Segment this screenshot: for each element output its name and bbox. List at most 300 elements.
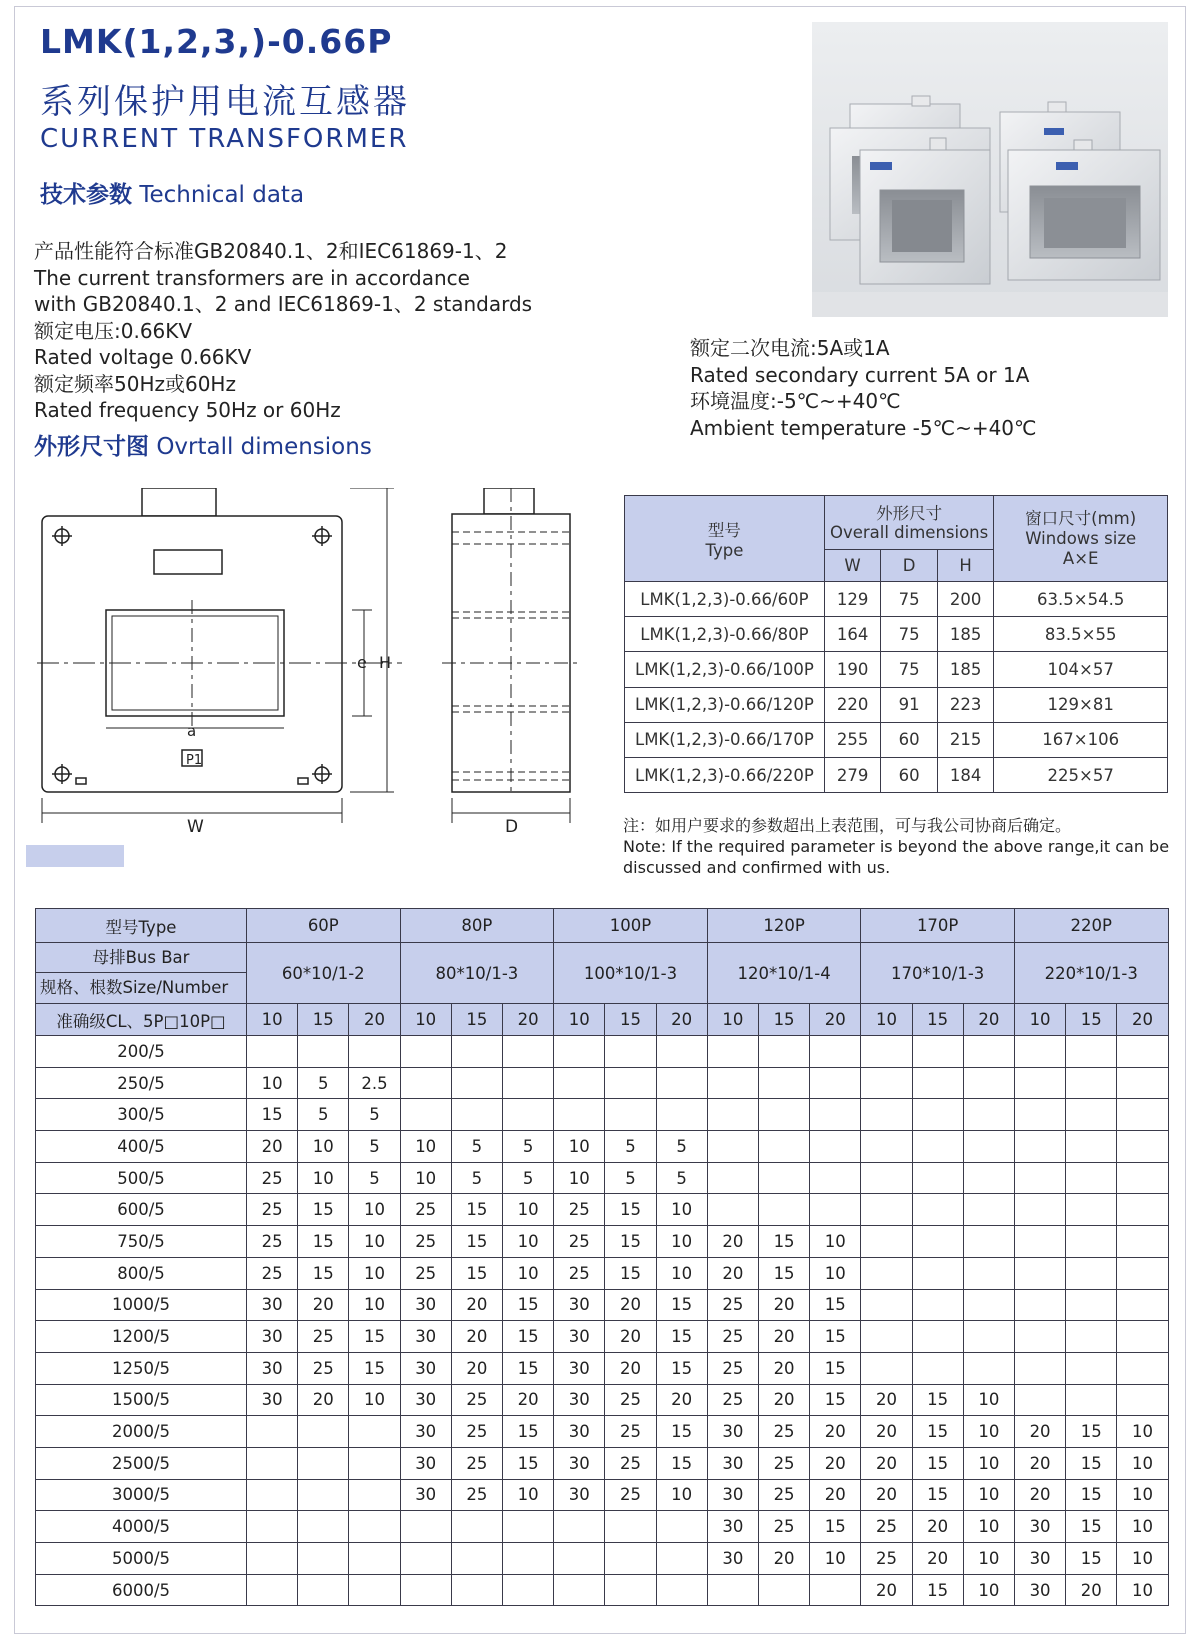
perf-value-cell: 15 xyxy=(247,1099,298,1131)
label-p1: P1 xyxy=(186,753,203,768)
perf-value-cell xyxy=(1117,1036,1168,1068)
perf-value-cell: 10 xyxy=(810,1257,861,1289)
perf-value-cell: 30 xyxy=(707,1479,758,1511)
perf-value-cell xyxy=(707,1036,758,1068)
perf-value-cell xyxy=(1066,1226,1117,1258)
perf-value-cell: 10 xyxy=(349,1257,400,1289)
perf-value-cell: 10 xyxy=(502,1194,553,1226)
perf-value-cell xyxy=(861,1162,912,1194)
perf-table-row xyxy=(36,1226,1169,1258)
perf-value-cell: 30 xyxy=(707,1511,758,1543)
perf-value-cell: 15 xyxy=(656,1352,707,1384)
perf-ratio-cell: 1000/5 xyxy=(36,1289,247,1321)
perf-value-cell: 5 xyxy=(605,1162,656,1194)
perf-ratio-cell: 300/5 xyxy=(36,1099,247,1131)
dims-table-cell: LMK(1,2,3)-0.66/220P xyxy=(625,757,825,792)
perf-value-cell xyxy=(963,1194,1014,1226)
perf-value-cell: 15 xyxy=(912,1447,963,1479)
perf-value-cell: 10 xyxy=(810,1226,861,1258)
perf-value-cell xyxy=(707,1194,758,1226)
perf-value-cell xyxy=(963,1067,1014,1099)
perf-value-cell xyxy=(247,1479,298,1511)
dims-table-cell: 164 xyxy=(824,617,881,652)
perf-value-cell: 25 xyxy=(758,1416,809,1448)
perf-value-cell xyxy=(707,1574,758,1606)
perf-header-type: 型号Type xyxy=(36,909,247,943)
perf-value-cell: 10 xyxy=(502,1226,553,1258)
perf-value-cell xyxy=(1014,1036,1065,1068)
perf-value-cell xyxy=(451,1511,502,1543)
perf-value-cell xyxy=(502,1543,553,1575)
perf-value-cell: 15 xyxy=(656,1447,707,1479)
dimensions-table xyxy=(624,495,1168,793)
perf-busbar-spec: 170*10/1-3 xyxy=(861,943,1015,1004)
perf-header-model: 170P xyxy=(861,909,1015,943)
perf-value-cell: 10 xyxy=(554,1131,605,1163)
perf-value-cell: 30 xyxy=(400,1384,451,1416)
perf-value-cell: 30 xyxy=(707,1416,758,1448)
perf-value-cell xyxy=(861,1194,912,1226)
dims-table-cell: 185 xyxy=(937,617,994,652)
perf-value-cell: 25 xyxy=(554,1194,605,1226)
specs-right xyxy=(690,335,1037,441)
perf-value-cell: 5 xyxy=(349,1162,400,1194)
perf-value-cell: 15 xyxy=(1066,1511,1117,1543)
dims-table-row xyxy=(625,757,1168,792)
perf-value-cell xyxy=(298,1543,349,1575)
perf-value-cell: 30 xyxy=(554,1321,605,1353)
perf-ratio-cell: 4000/5 xyxy=(36,1511,247,1543)
perf-value-cell: 5 xyxy=(298,1067,349,1099)
perf-ratio-cell: 250/5 xyxy=(36,1067,247,1099)
perf-value-cell xyxy=(1014,1289,1065,1321)
perf-value-cell xyxy=(554,1511,605,1543)
perf-value-cell xyxy=(1066,1131,1117,1163)
perf-value-cell: 2.5 xyxy=(349,1067,400,1099)
perf-value-cell: 30 xyxy=(554,1447,605,1479)
perf-value-cell xyxy=(1066,1036,1117,1068)
perf-value-cell: 20 xyxy=(758,1321,809,1353)
tech-data-heading-cn: 技术参数 xyxy=(40,182,132,208)
decorative-bar xyxy=(26,845,124,867)
perf-ratio-cell: 3000/5 xyxy=(36,1479,247,1511)
perf-ratio-cell: 6000/5 xyxy=(36,1574,247,1606)
perf-table-row xyxy=(36,1036,1169,1068)
perf-value-cell: 10 xyxy=(963,1416,1014,1448)
dims-header-type-cn: 型号 xyxy=(707,521,741,540)
perf-value-cell: 20 xyxy=(451,1352,502,1384)
perf-value-cell: 25 xyxy=(707,1289,758,1321)
perf-value-cell xyxy=(656,1099,707,1131)
perf-ratio-cell: 1500/5 xyxy=(36,1384,247,1416)
perf-busbar-spec: 60*10/1-2 xyxy=(247,943,401,1004)
perf-value-cell: 20 xyxy=(861,1574,912,1606)
perf-value-cell xyxy=(1066,1194,1117,1226)
perf-table-row xyxy=(36,1289,1169,1321)
perf-value-cell: 15 xyxy=(810,1511,861,1543)
perf-value-cell: 15 xyxy=(912,1479,963,1511)
perf-value-cell: 10 xyxy=(502,1257,553,1289)
perf-value-cell: 30 xyxy=(554,1289,605,1321)
perf-value-cell: 20 xyxy=(298,1289,349,1321)
dims-header-h: H xyxy=(937,550,994,582)
perf-value-cell xyxy=(810,1099,861,1131)
dims-header-window-en: Windows size xyxy=(1025,528,1137,548)
perf-class-header: 15 xyxy=(605,1004,656,1036)
perf-value-cell xyxy=(1117,1131,1168,1163)
perf-ratio-cell: 5000/5 xyxy=(36,1543,247,1575)
perf-value-cell: 25 xyxy=(554,1226,605,1258)
performance-table xyxy=(35,908,1169,1606)
perf-value-cell: 15 xyxy=(810,1289,861,1321)
perf-table-row xyxy=(36,1131,1169,1163)
label-a: a xyxy=(187,722,197,740)
perf-value-cell xyxy=(349,1036,400,1068)
perf-value-cell: 20 xyxy=(1066,1574,1117,1606)
perf-value-cell: 25 xyxy=(605,1479,656,1511)
dims-table-cell: 167×106 xyxy=(994,722,1168,757)
perf-table-row xyxy=(36,1352,1169,1384)
perf-table-row xyxy=(36,1511,1169,1543)
perf-value-cell: 15 xyxy=(349,1352,400,1384)
perf-table-row xyxy=(36,1257,1169,1289)
perf-value-cell: 10 xyxy=(656,1226,707,1258)
dims-table-cell: 104×57 xyxy=(994,652,1168,687)
perf-value-cell: 20 xyxy=(656,1384,707,1416)
perf-value-cell: 5 xyxy=(605,1131,656,1163)
perf-header-model: 120P xyxy=(707,909,861,943)
dims-table-cell: 60 xyxy=(881,757,938,792)
perf-value-cell xyxy=(451,1067,502,1099)
perf-value-cell xyxy=(247,1543,298,1575)
perf-value-cell: 10 xyxy=(349,1194,400,1226)
perf-busbar-spec: 80*10/1-3 xyxy=(400,943,554,1004)
dims-table-cell: 279 xyxy=(824,757,881,792)
perf-value-cell xyxy=(1117,1162,1168,1194)
perf-value-cell: 15 xyxy=(810,1384,861,1416)
perf-value-cell xyxy=(247,1511,298,1543)
perf-value-cell: 30 xyxy=(554,1416,605,1448)
perf-value-cell xyxy=(861,1036,912,1068)
perf-value-cell xyxy=(349,1416,400,1448)
dims-table-cell: 75 xyxy=(881,582,938,617)
dims-table-row xyxy=(625,652,1168,687)
perf-table-row xyxy=(36,1447,1169,1479)
perf-value-cell: 5 xyxy=(349,1099,400,1131)
spec-line: Rated secondary current 5A or 1A xyxy=(690,362,1030,387)
perf-ratio-cell: 500/5 xyxy=(36,1162,247,1194)
perf-value-cell xyxy=(861,1131,912,1163)
perf-value-cell xyxy=(247,1036,298,1068)
dims-table-cell: 60 xyxy=(881,722,938,757)
perf-class-header: 10 xyxy=(707,1004,758,1036)
perf-class-header: 10 xyxy=(400,1004,451,1036)
perf-value-cell: 10 xyxy=(963,1447,1014,1479)
perf-value-cell xyxy=(912,1162,963,1194)
perf-value-cell xyxy=(298,1479,349,1511)
perf-value-cell: 30 xyxy=(400,1289,451,1321)
perf-value-cell: 5 xyxy=(451,1131,502,1163)
perf-value-cell xyxy=(247,1574,298,1606)
perf-value-cell: 25 xyxy=(707,1384,758,1416)
perf-class-header: 20 xyxy=(810,1004,861,1036)
dims-table-row xyxy=(625,722,1168,757)
perf-value-cell xyxy=(502,1036,553,1068)
perf-busbar-spec: 220*10/1-3 xyxy=(1014,943,1168,1004)
perf-value-cell: 10 xyxy=(1117,1416,1168,1448)
perf-value-cell: 20 xyxy=(1014,1416,1065,1448)
perf-value-cell: 15 xyxy=(451,1194,502,1226)
perf-value-cell: 30 xyxy=(554,1479,605,1511)
note-en: Note: If the required parameter is beyond the above range,it can be discussed and confirmed with us. xyxy=(623,837,1170,877)
side-view-drawing xyxy=(442,488,580,823)
perf-value-cell xyxy=(963,1131,1014,1163)
perf-value-cell xyxy=(656,1574,707,1606)
perf-value-cell: 30 xyxy=(1014,1511,1065,1543)
perf-value-cell: 30 xyxy=(247,1384,298,1416)
perf-value-cell: 15 xyxy=(810,1352,861,1384)
dims-table-cell: LMK(1,2,3)-0.66/80P xyxy=(625,617,825,652)
perf-class-header: 10 xyxy=(1014,1004,1065,1036)
perf-value-cell xyxy=(1066,1067,1117,1099)
perf-value-cell: 30 xyxy=(554,1352,605,1384)
perf-value-cell: 25 xyxy=(247,1194,298,1226)
perf-value-cell xyxy=(400,1574,451,1606)
perf-value-cell xyxy=(963,1257,1014,1289)
perf-value-cell xyxy=(861,1099,912,1131)
perf-value-cell xyxy=(861,1352,912,1384)
dims-header-window xyxy=(994,496,1168,582)
dims-table-row xyxy=(625,582,1168,617)
dims-table-cell: 225×57 xyxy=(994,757,1168,792)
perf-value-cell: 25 xyxy=(707,1321,758,1353)
dims-table-cell: 129×81 xyxy=(994,687,1168,722)
spec-line: 环境温度:-5℃~+40℃ xyxy=(690,389,901,413)
spec-line: Rated voltage 0.66KV xyxy=(34,345,252,369)
dims-table-cell: 215 xyxy=(937,722,994,757)
tech-data-heading xyxy=(40,176,304,209)
perf-value-cell: 5 xyxy=(656,1162,707,1194)
perf-value-cell xyxy=(810,1131,861,1163)
perf-value-cell xyxy=(554,1543,605,1575)
perf-value-cell xyxy=(758,1131,809,1163)
perf-value-cell: 20 xyxy=(758,1384,809,1416)
dims-header-window-ax: A×E xyxy=(1062,548,1099,568)
perf-ratio-cell: 400/5 xyxy=(36,1131,247,1163)
perf-value-cell: 25 xyxy=(451,1447,502,1479)
product-title-en: CURRENT TRANSFORMER xyxy=(40,124,409,154)
perf-value-cell xyxy=(656,1036,707,1068)
dims-header-overall xyxy=(824,496,994,550)
dims-table-cell: LMK(1,2,3)-0.66/120P xyxy=(625,687,825,722)
perf-value-cell xyxy=(298,1511,349,1543)
perf-header-busbar-label: 母排Bus Bar xyxy=(36,943,246,973)
perf-value-cell: 15 xyxy=(1066,1543,1117,1575)
perf-value-cell xyxy=(451,1574,502,1606)
perf-value-cell: 30 xyxy=(707,1543,758,1575)
perf-value-cell xyxy=(1117,1226,1168,1258)
perf-value-cell xyxy=(810,1194,861,1226)
perf-value-cell xyxy=(400,1067,451,1099)
perf-value-cell: 30 xyxy=(554,1384,605,1416)
perf-value-cell: 25 xyxy=(400,1257,451,1289)
perf-class-header: 15 xyxy=(298,1004,349,1036)
perf-value-cell xyxy=(605,1543,656,1575)
perf-value-cell: 10 xyxy=(400,1162,451,1194)
perf-value-cell xyxy=(298,1574,349,1606)
perf-value-cell xyxy=(349,1479,400,1511)
label-h: H xyxy=(379,653,392,672)
perf-value-cell: 25 xyxy=(247,1226,298,1258)
perf-value-cell: 20 xyxy=(1014,1447,1065,1479)
perf-value-cell: 25 xyxy=(298,1321,349,1353)
perf-value-cell xyxy=(1117,1099,1168,1131)
dims-table-cell: LMK(1,2,3)-0.66/100P xyxy=(625,652,825,687)
label-e: e xyxy=(357,653,367,672)
perf-value-cell: 10 xyxy=(1117,1543,1168,1575)
perf-ratio-cell: 2000/5 xyxy=(36,1416,247,1448)
perf-value-cell xyxy=(451,1036,502,1068)
perf-value-cell: 10 xyxy=(810,1543,861,1575)
perf-header-busbar xyxy=(36,943,247,1004)
perf-value-cell: 10 xyxy=(247,1067,298,1099)
perf-value-cell: 20 xyxy=(298,1384,349,1416)
perf-value-cell xyxy=(963,1162,1014,1194)
perf-value-cell xyxy=(1117,1321,1168,1353)
perf-value-cell: 20 xyxy=(861,1416,912,1448)
specs-left xyxy=(34,238,532,424)
dims-table-cell: 200 xyxy=(937,582,994,617)
perf-value-cell xyxy=(605,1511,656,1543)
perf-value-cell xyxy=(963,1226,1014,1258)
perf-value-cell: 20 xyxy=(810,1447,861,1479)
perf-table-row xyxy=(36,1574,1169,1606)
perf-value-cell: 20 xyxy=(451,1289,502,1321)
perf-value-cell xyxy=(349,1574,400,1606)
perf-class-header: 20 xyxy=(963,1004,1014,1036)
perf-value-cell xyxy=(605,1099,656,1131)
perf-value-cell: 25 xyxy=(298,1352,349,1384)
perf-ratio-cell: 1200/5 xyxy=(36,1321,247,1353)
perf-value-cell xyxy=(810,1574,861,1606)
perf-table-row xyxy=(36,1067,1169,1099)
perf-class-header: 20 xyxy=(349,1004,400,1036)
perf-value-cell xyxy=(502,1067,553,1099)
perf-value-cell xyxy=(963,1321,1014,1353)
perf-value-cell: 20 xyxy=(707,1226,758,1258)
perf-value-cell: 20 xyxy=(502,1384,553,1416)
perf-value-cell xyxy=(1066,1162,1117,1194)
perf-value-cell xyxy=(1014,1384,1065,1416)
perf-value-cell xyxy=(963,1289,1014,1321)
perf-value-cell: 15 xyxy=(298,1194,349,1226)
label-d: D xyxy=(505,817,519,837)
perf-value-cell: 20 xyxy=(861,1384,912,1416)
perf-value-cell: 25 xyxy=(605,1447,656,1479)
perf-class-header: 10 xyxy=(247,1004,298,1036)
perf-value-cell xyxy=(247,1447,298,1479)
perf-value-cell xyxy=(758,1194,809,1226)
perf-value-cell xyxy=(502,1574,553,1606)
perf-value-cell xyxy=(758,1036,809,1068)
perf-value-cell xyxy=(1014,1067,1065,1099)
spec-line: 产品性能符合标准GB20840.1、2和IEC61869-1、2 xyxy=(34,239,508,263)
dims-table-cell: 220 xyxy=(824,687,881,722)
perf-value-cell xyxy=(349,1543,400,1575)
perf-value-cell: 10 xyxy=(298,1162,349,1194)
perf-value-cell: 5 xyxy=(656,1131,707,1163)
perf-value-cell xyxy=(861,1226,912,1258)
perf-value-cell: 10 xyxy=(963,1479,1014,1511)
perf-value-cell xyxy=(1117,1352,1168,1384)
spec-line: Ambient temperature -5℃~+40℃ xyxy=(690,415,1037,440)
perf-value-cell xyxy=(912,1257,963,1289)
spec-line: with GB20840.1、2 and IEC61869-1、2 standards xyxy=(34,292,533,316)
perf-value-cell: 10 xyxy=(963,1574,1014,1606)
perf-value-cell xyxy=(1066,1384,1117,1416)
perf-value-cell xyxy=(912,1067,963,1099)
perf-value-cell: 10 xyxy=(656,1194,707,1226)
perf-value-cell: 20 xyxy=(861,1447,912,1479)
perf-value-cell xyxy=(656,1067,707,1099)
perf-value-cell: 5 xyxy=(502,1131,553,1163)
perf-value-cell xyxy=(298,1036,349,1068)
perf-value-cell: 20 xyxy=(758,1352,809,1384)
perf-value-cell xyxy=(1066,1099,1117,1131)
perf-value-cell xyxy=(349,1447,400,1479)
perf-value-cell: 5 xyxy=(502,1162,553,1194)
perf-value-cell: 30 xyxy=(247,1321,298,1353)
perf-value-cell xyxy=(349,1511,400,1543)
perf-value-cell: 25 xyxy=(861,1511,912,1543)
spec-line: The current transformers are in accordance xyxy=(34,265,470,290)
perf-ratio-cell: 600/5 xyxy=(36,1194,247,1226)
perf-value-cell: 20 xyxy=(451,1321,502,1353)
perf-value-cell: 30 xyxy=(400,1479,451,1511)
dims-header-overall-en: Overall dimensions xyxy=(829,522,989,542)
perf-value-cell xyxy=(861,1257,912,1289)
perf-value-cell xyxy=(912,1289,963,1321)
perf-value-cell xyxy=(810,1067,861,1099)
perf-value-cell xyxy=(1014,1099,1065,1131)
perf-value-cell: 25 xyxy=(758,1447,809,1479)
perf-value-cell: 25 xyxy=(707,1352,758,1384)
perf-value-cell xyxy=(554,1099,605,1131)
perf-value-cell: 15 xyxy=(656,1321,707,1353)
perf-value-cell: 15 xyxy=(912,1384,963,1416)
spec-line: 额定频率50Hz或60Hz xyxy=(34,371,236,396)
perf-value-cell: 10 xyxy=(298,1131,349,1163)
spec-line: Rated frequency 50Hz or 60Hz xyxy=(34,398,341,422)
dims-table-cell: 91 xyxy=(881,687,938,722)
perf-value-cell: 10 xyxy=(1117,1574,1168,1606)
perf-value-cell: 5 xyxy=(451,1162,502,1194)
tech-data-heading-en: Technical data xyxy=(139,182,305,208)
perf-value-cell: 15 xyxy=(758,1226,809,1258)
perf-value-cell: 15 xyxy=(1066,1447,1117,1479)
perf-value-cell: 15 xyxy=(502,1447,553,1479)
dims-table-cell: 75 xyxy=(881,652,938,687)
perf-value-cell: 20 xyxy=(605,1321,656,1353)
perf-ratio-cell: 2500/5 xyxy=(36,1447,247,1479)
perf-value-cell: 25 xyxy=(451,1479,502,1511)
perf-value-cell: 15 xyxy=(1066,1479,1117,1511)
perf-value-cell xyxy=(400,1036,451,1068)
perf-header-size-label: 规格、根数Size/Number xyxy=(40,978,229,997)
perf-value-cell: 10 xyxy=(554,1162,605,1194)
perf-value-cell: 25 xyxy=(451,1416,502,1448)
dimensions-heading xyxy=(34,428,372,461)
